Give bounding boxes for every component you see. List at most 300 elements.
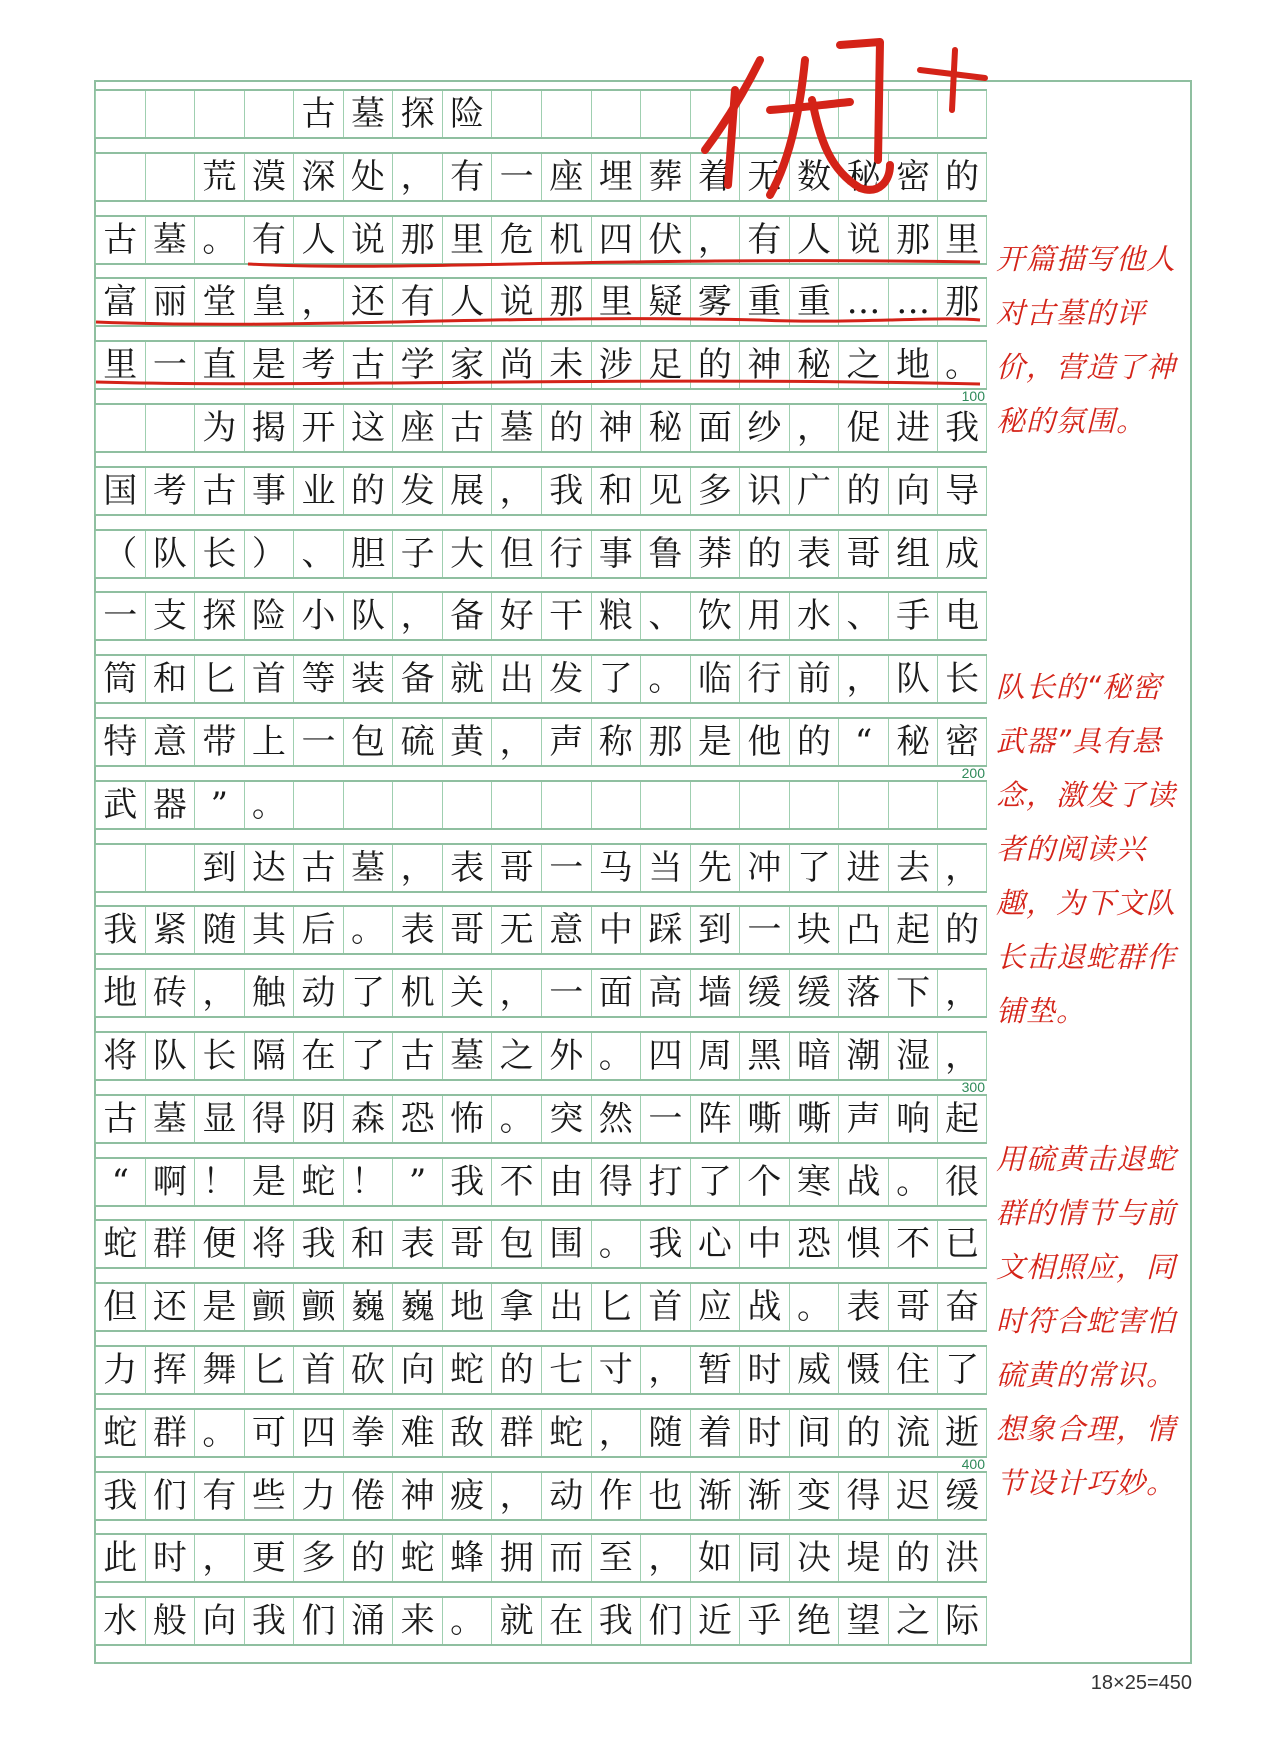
grid-cell: 表 (392, 907, 442, 953)
grid-cell: 涌 (343, 1598, 393, 1644)
grid-cell: 显 (194, 1096, 244, 1142)
grid-cell: 突 (541, 1096, 591, 1142)
grid-cell: 得 (591, 1159, 641, 1205)
grid-cell: 暂 (690, 1347, 740, 1393)
grid-cell (789, 91, 839, 137)
grid-cell: “ (95, 1159, 145, 1205)
grid-cell (888, 91, 938, 137)
grid-cell: 般 (145, 1598, 195, 1644)
grid-cell: 潮 (838, 1033, 888, 1079)
grid-cell: 包 (491, 1221, 541, 1267)
grid-cell: 望 (838, 1598, 888, 1644)
grid-cell: 一 (541, 970, 591, 1016)
grid-cell: ” (392, 1159, 442, 1205)
grid-cell: 巍 (343, 1284, 393, 1330)
grid-cell: 里 (937, 217, 987, 263)
grid-cell: 古 (343, 342, 393, 388)
grid-cell: ， (591, 1410, 641, 1456)
grid-cell (640, 91, 690, 137)
grid-cell (789, 782, 839, 828)
grid-cell: 一 (739, 907, 789, 953)
grid-cell: 匕 (194, 656, 244, 702)
grid-cell: 。 (491, 1096, 541, 1142)
grid-cell: 作 (591, 1473, 641, 1519)
grid-cell: 墓 (442, 1033, 492, 1079)
grid-cell: 其 (244, 907, 294, 953)
grid-row (95, 1031, 987, 1081)
grid-cell: 时 (739, 1347, 789, 1393)
grid-cell: 带 (194, 719, 244, 765)
grid-cell: 。 (937, 342, 987, 388)
grid-cell: 墓 (491, 405, 541, 451)
grid-cell: 手 (888, 593, 938, 639)
grid-row (95, 89, 987, 139)
grid-cell: 意 (145, 719, 195, 765)
grid-cell: 隔 (244, 1033, 294, 1079)
grid-cell: 恐 (392, 1096, 442, 1142)
grid-cell: 见 (640, 468, 690, 514)
grid-cell: 我 (244, 1598, 294, 1644)
grid-cell: 疲 (442, 1473, 492, 1519)
grid-cell (541, 782, 591, 828)
grid-cell: ， (491, 1473, 541, 1519)
grid-cell: 涉 (591, 342, 641, 388)
grid-cell: 哥 (442, 907, 492, 953)
grid-cell: 业 (293, 468, 343, 514)
grid-cell: 决 (789, 1535, 839, 1581)
grid-cell: 和 (591, 468, 641, 514)
grid-cell: 那 (937, 279, 987, 325)
grid-cell: 我 (640, 1221, 690, 1267)
grid-cell: 不 (491, 1159, 541, 1205)
grid-cell: 而 (541, 1535, 591, 1581)
grid-cell: 硫 (392, 719, 442, 765)
grid-cell: 七 (541, 1347, 591, 1393)
grid-cell: ， (937, 845, 987, 891)
grid-cell: 探 (392, 91, 442, 137)
grid-cell: 前 (789, 656, 839, 702)
grid-cell: 特 (95, 719, 145, 765)
grid-cell: 四 (591, 217, 641, 263)
grid-cell: 向 (194, 1598, 244, 1644)
grid-row (95, 215, 987, 265)
grid-cell: 的 (690, 342, 740, 388)
grid-cell: 、 (838, 593, 888, 639)
grid-cell: 有 (244, 217, 294, 263)
grid-cell (95, 405, 145, 451)
grid-cell: 渐 (690, 1473, 740, 1519)
grid-cell: 力 (293, 1473, 343, 1519)
grid-cell: 难 (392, 1410, 442, 1456)
grid-row (95, 1219, 987, 1269)
grid-cell: 广 (789, 468, 839, 514)
grid-cell: 阵 (690, 1096, 740, 1142)
grid-cell: 外 (541, 1033, 591, 1079)
grid-cell: 墓 (343, 845, 393, 891)
grid-row (95, 1345, 987, 1395)
grid-cell: 匕 (591, 1284, 641, 1330)
grid-cell: 是 (690, 719, 740, 765)
grid-cell: ， (392, 154, 442, 200)
grid-cell: 行 (739, 656, 789, 702)
grid-cell: 学 (392, 342, 442, 388)
grid-cell: 蛇 (392, 1535, 442, 1581)
grid-cell: 皇 (244, 279, 294, 325)
grid-cell: 间 (789, 1410, 839, 1456)
grid-cell: 我 (95, 1473, 145, 1519)
grid-cell: 器 (145, 782, 195, 828)
grid-cell: ， (640, 1535, 690, 1581)
grid-cell: 大 (442, 531, 492, 577)
grid-cell: 际 (937, 1598, 987, 1644)
grid-cell: ， (937, 970, 987, 1016)
grid-cell: 之 (888, 1598, 938, 1644)
grid-row (95, 591, 987, 641)
grid-cell: 马 (591, 845, 641, 891)
grid-cell: 人 (293, 217, 343, 263)
grid-cell: 在 (293, 1033, 343, 1079)
grid-cell: 未 (541, 342, 591, 388)
grid-cell: 声 (541, 719, 591, 765)
grid-cell: 富 (95, 279, 145, 325)
grid-cell (690, 91, 740, 137)
grid-cell: 一 (640, 1096, 690, 1142)
grid-cell: 的 (739, 531, 789, 577)
grid-row (95, 1471, 987, 1521)
grid-cell: 四 (293, 1410, 343, 1456)
grid-cell: 丽 (145, 279, 195, 325)
grid-cell: 重 (789, 279, 839, 325)
grid-cell (640, 782, 690, 828)
grid-cell: 黑 (739, 1033, 789, 1079)
grid-cell: 筒 (95, 656, 145, 702)
grid-cell: 神 (392, 1473, 442, 1519)
grid-cell: 首 (244, 656, 294, 702)
grid-cell (937, 782, 987, 828)
grid-cell: “ (838, 719, 888, 765)
grid-cell: 说 (838, 217, 888, 263)
grid-cell: 家 (442, 342, 492, 388)
grid-cell: 是 (244, 342, 294, 388)
grid-cell: 的 (937, 154, 987, 200)
grid-cell (392, 782, 442, 828)
grid-cell: 无 (739, 154, 789, 200)
grid-cell: 我 (442, 1159, 492, 1205)
grid-cell: 颤 (293, 1284, 343, 1330)
grid-cell: 起 (888, 907, 938, 953)
grid-cell: 漠 (244, 154, 294, 200)
grid-cell: 座 (392, 405, 442, 451)
grid-cell: 动 (293, 970, 343, 1016)
grid-cell: 伏 (640, 217, 690, 263)
grid-cell: 发 (541, 656, 591, 702)
grid-cell: 着 (690, 154, 740, 200)
grid-cell: 的 (541, 405, 591, 451)
grid-cell: 了 (690, 1159, 740, 1205)
grid-cell: 数 (789, 154, 839, 200)
grid-cell (739, 782, 789, 828)
grid-cell: 啊 (145, 1159, 195, 1205)
grid-cell: 一 (293, 719, 343, 765)
grid-cell: 堤 (838, 1535, 888, 1581)
grid-cell: 考 (293, 342, 343, 388)
grid-cell: 也 (640, 1473, 690, 1519)
grid-row (95, 1533, 987, 1583)
grid-cell: 长 (937, 656, 987, 702)
grid-cell: 用 (739, 593, 789, 639)
grid-cell: 已 (937, 1221, 987, 1267)
grid-cell: 雾 (690, 279, 740, 325)
grid-cell: 来 (392, 1598, 442, 1644)
grid-cell: 当 (640, 845, 690, 891)
grid-cell: 神 (739, 342, 789, 388)
grid-cell: 古 (293, 845, 343, 891)
grid-cell: 、 (293, 531, 343, 577)
grid-row (95, 152, 987, 202)
grid-cell: 武 (95, 782, 145, 828)
grid-cell: 森 (343, 1096, 393, 1142)
grid-cell: 心 (690, 1221, 740, 1267)
grid-cell: 后 (293, 907, 343, 953)
grid-cell: 那 (640, 719, 690, 765)
grid-cell: 机 (392, 970, 442, 1016)
grid-cell: 表 (442, 845, 492, 891)
grid-cell: 奋 (937, 1284, 987, 1330)
grid-cell: 有 (739, 217, 789, 263)
grid-cell: 葬 (640, 154, 690, 200)
grid-cell (491, 782, 541, 828)
grid-row (95, 843, 987, 893)
grid-cell: 是 (244, 1159, 294, 1205)
grid-cell (739, 91, 789, 137)
grid-cell: 就 (491, 1598, 541, 1644)
grid-cell: 但 (95, 1284, 145, 1330)
grid-cell: 备 (392, 656, 442, 702)
grid-cell: 。 (591, 1221, 641, 1267)
grid-cell: 恐 (789, 1221, 839, 1267)
grid-cell: 蛇 (95, 1410, 145, 1456)
grid-cell: 个 (739, 1159, 789, 1205)
grid-capacity-label: 18×25=450 (1090, 1672, 1192, 1694)
grid-cell: 深 (293, 154, 343, 200)
writing-grid (95, 89, 987, 1660)
grid-cell: 探 (194, 593, 244, 639)
grid-cell: 我 (937, 405, 987, 451)
grid-row (95, 466, 987, 516)
grid-cell: 寒 (789, 1159, 839, 1205)
grid-cell: 和 (145, 656, 195, 702)
grid-cell: 哥 (888, 1284, 938, 1330)
grid-cell: 之 (838, 342, 888, 388)
grid-cell: 先 (690, 845, 740, 891)
grid-cell: 无 (491, 907, 541, 953)
grid-cell: 一 (541, 845, 591, 891)
grid-cell: 首 (293, 1347, 343, 1393)
grid-cell: 我 (293, 1221, 343, 1267)
grid-cell: 拳 (343, 1410, 393, 1456)
grid-cell: 些 (244, 1473, 294, 1519)
grid-cell: … (888, 279, 938, 325)
grid-cell: 一 (491, 154, 541, 200)
grid-cell: 达 (244, 845, 294, 891)
grid-cell: 。 (194, 217, 244, 263)
grid-cell: 处 (343, 154, 393, 200)
grid-cell: 蛇 (541, 1410, 591, 1456)
grid-cell: 群 (145, 1410, 195, 1456)
grid-cell: 包 (343, 719, 393, 765)
grid-cell: 嘶 (789, 1096, 839, 1142)
grid-cell: 展 (442, 468, 492, 514)
grid-cell: 出 (541, 1284, 591, 1330)
grid-cell: 阴 (293, 1096, 343, 1142)
grid-cell: 绝 (789, 1598, 839, 1644)
grid-cell: 称 (591, 719, 641, 765)
grid-cell: 在 (541, 1598, 591, 1644)
grid-cell: 古 (392, 1033, 442, 1079)
grid-cell: 向 (888, 468, 938, 514)
grid-cell: 行 (541, 531, 591, 577)
grid-cell: 他 (739, 719, 789, 765)
grid-cell: 触 (244, 970, 294, 1016)
grid-cell: 足 (640, 342, 690, 388)
grid-cell (838, 91, 888, 137)
grid-cell: 蛇 (95, 1221, 145, 1267)
grid-cell: 揭 (244, 405, 294, 451)
grid-cell (343, 782, 393, 828)
grid-cell: 了 (591, 656, 641, 702)
grid-cell: ， (194, 1535, 244, 1581)
grid-cell: … (838, 279, 888, 325)
grid-row (95, 780, 987, 830)
grid-cell: 寸 (591, 1347, 641, 1393)
grid-row (95, 340, 987, 390)
grid-cell: 流 (888, 1410, 938, 1456)
grid-cell: ！ (194, 1159, 244, 1205)
grid-cell: 战 (838, 1159, 888, 1205)
grid-cell: 起 (937, 1096, 987, 1142)
grid-cell: 然 (591, 1096, 641, 1142)
grid-cell: 蛇 (293, 1159, 343, 1205)
grid-cell: 表 (392, 1221, 442, 1267)
grid-cell: 里 (95, 342, 145, 388)
grid-cell: 险 (244, 593, 294, 639)
grid-cell: 黄 (442, 719, 492, 765)
grid-cell: 我 (95, 907, 145, 953)
grid-cell: 说 (491, 279, 541, 325)
grid-cell: 直 (194, 342, 244, 388)
grid-cell: 的 (838, 468, 888, 514)
grid-row (95, 1596, 987, 1646)
grid-cell (95, 154, 145, 200)
grid-cell: 威 (789, 1347, 839, 1393)
grid-cell: 。 (789, 1284, 839, 1330)
grid-cell: 古 (95, 217, 145, 263)
grid-cell: 倦 (343, 1473, 393, 1519)
grid-cell: 群 (491, 1410, 541, 1456)
grid-cell: 下 (888, 970, 938, 1016)
grid-cell: 墓 (145, 217, 195, 263)
grid-cell: 上 (244, 719, 294, 765)
grid-cell: 备 (442, 593, 492, 639)
grid-cell: 多 (690, 468, 740, 514)
grid-cell: ， (392, 845, 442, 891)
grid-cell: 时 (739, 1410, 789, 1456)
grid-cell: 踩 (640, 907, 690, 953)
grid-cell: 还 (343, 279, 393, 325)
grid-cell: 等 (293, 656, 343, 702)
grid-cell: 的 (888, 1535, 938, 1581)
grid-cell: 近 (690, 1598, 740, 1644)
grid-cell: 密 (888, 154, 938, 200)
grid-cell: 那 (392, 217, 442, 263)
grid-cell: 缓 (739, 970, 789, 1016)
grid-cell: 危 (491, 217, 541, 263)
grid-cell: 地 (95, 970, 145, 1016)
grid-cell: 一 (95, 593, 145, 639)
grid-cell: 里 (591, 279, 641, 325)
grid-cell: 更 (244, 1535, 294, 1581)
grid-cell: 惧 (838, 1221, 888, 1267)
grid-cell: 着 (690, 1410, 740, 1456)
grid-row (95, 277, 987, 327)
grid-cell: 考 (145, 468, 195, 514)
grid-cell: 战 (739, 1284, 789, 1330)
grid-cell: 落 (838, 970, 888, 1016)
grid-cell: 迟 (888, 1473, 938, 1519)
grid-cell: 了 (937, 1347, 987, 1393)
grid-cell: 如 (690, 1535, 740, 1581)
grid-cell: 四 (640, 1033, 690, 1079)
grid-cell: 神 (591, 405, 641, 451)
grid-cell: 多 (293, 1535, 343, 1581)
grid-cell: 之 (491, 1033, 541, 1079)
grid-cell: 我 (541, 468, 591, 514)
grid-cell: ， (293, 279, 343, 325)
grid-cell: 长 (194, 1033, 244, 1079)
grid-cell: 拥 (491, 1535, 541, 1581)
grid-cell: 组 (888, 531, 938, 577)
grid-row (95, 1157, 987, 1207)
grid-cell: 古 (442, 405, 492, 451)
grid-cell: 表 (789, 531, 839, 577)
grid-cell: 冲 (739, 845, 789, 891)
grid-cell: 疑 (640, 279, 690, 325)
grid-cell: 意 (541, 907, 591, 953)
grid-cell: 变 (789, 1473, 839, 1519)
grid-cell: 但 (491, 531, 541, 577)
grid-cell: 堂 (194, 279, 244, 325)
grid-cell (888, 782, 938, 828)
grid-cell: 缓 (789, 970, 839, 1016)
grid-cell: 了 (343, 970, 393, 1016)
grid-cell: 力 (95, 1347, 145, 1393)
grid-cell: ， (838, 656, 888, 702)
grid-cell: 哥 (442, 1221, 492, 1267)
grid-cell: 座 (541, 154, 591, 200)
grid-row (95, 905, 987, 955)
grid-cell (442, 782, 492, 828)
grid-cell: 里 (442, 217, 492, 263)
grid-row (95, 403, 987, 453)
grid-cell: 秘 (838, 154, 888, 200)
grid-cell: 好 (491, 593, 541, 639)
grid-cell: 响 (888, 1096, 938, 1142)
grid-cell: 去 (888, 845, 938, 891)
grid-cell: 很 (937, 1159, 987, 1205)
grid-cell: 那 (888, 217, 938, 263)
grid-cell: 慑 (838, 1347, 888, 1393)
grid-cell: 为 (194, 405, 244, 451)
